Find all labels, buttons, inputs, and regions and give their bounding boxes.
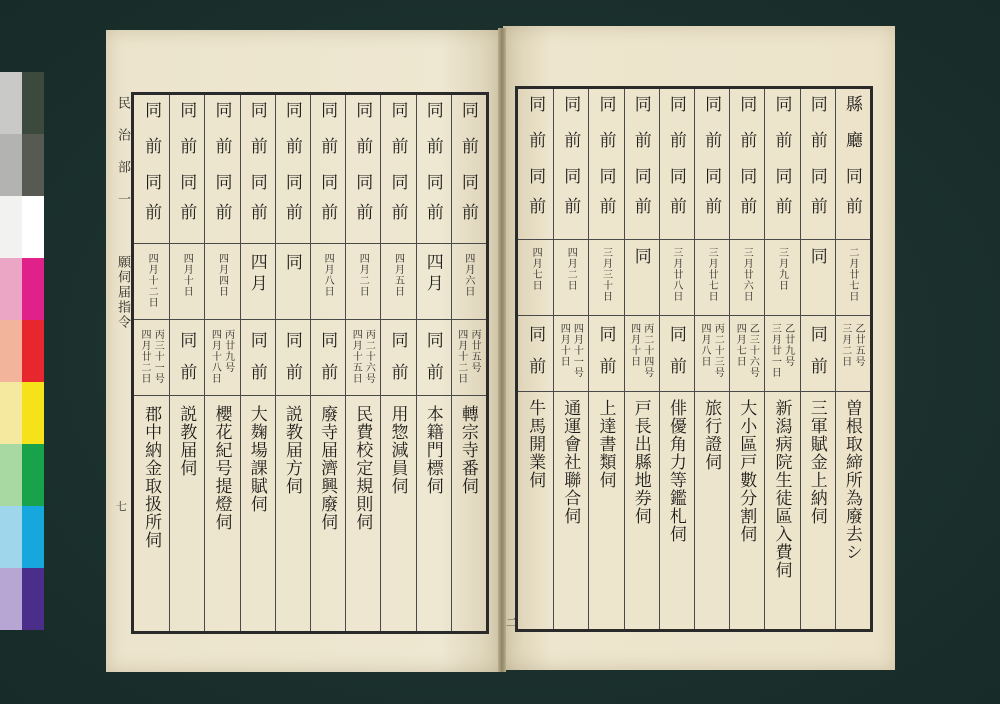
entry-office: 縣	[841, 95, 862, 116]
register-column	[553, 89, 589, 629]
right-register-table	[515, 86, 873, 632]
entry-office: 同	[352, 101, 373, 122]
entry-office-2: 前	[281, 137, 302, 158]
entry-subject: 新潟病院生徒區入費伺	[771, 399, 792, 579]
entry-office-2: 前	[457, 137, 478, 158]
register-column	[835, 89, 870, 629]
entry-subject: 戸長出縣地券伺	[630, 399, 651, 525]
entry-date-reply: 四月八日	[699, 323, 710, 367]
entry-office: 同	[246, 101, 267, 122]
entry-recipient-2: 前	[595, 197, 616, 218]
entry-recipient-2: 前	[630, 197, 651, 218]
book-gutter	[498, 28, 506, 672]
register-column	[275, 95, 311, 631]
register-column	[134, 95, 170, 631]
entry-order-same: 同	[595, 325, 616, 346]
entry-order-same: 同	[281, 331, 302, 352]
entry-recipient: 同	[806, 167, 827, 188]
entry-order-same: 同	[422, 331, 443, 352]
entry-date-submitted: 四月八日	[322, 253, 334, 297]
entry-recipient: 同	[211, 173, 232, 194]
entry-date-submitted: 同	[281, 253, 302, 274]
entry-order-same: 同	[806, 325, 827, 346]
entry-office: 同	[525, 95, 546, 116]
entry-order-number: 丙二十六号	[363, 329, 375, 384]
entry-order-same-2: 前	[595, 357, 616, 378]
entry-date-submitted: 四月二日	[357, 253, 369, 297]
entry-order-same: 同	[317, 331, 338, 352]
folio-right: 二	[506, 616, 517, 629]
register-column	[451, 95, 486, 631]
entry-subject: 轉宗寺番伺	[457, 405, 478, 495]
entry-order-same-2: 前	[176, 363, 197, 384]
entry-recipient-2: 前	[841, 197, 862, 218]
entry-recipient-2: 前	[771, 197, 792, 218]
entry-office: 同	[141, 101, 162, 122]
register-column	[588, 89, 624, 629]
entry-recipient-2: 前	[457, 203, 478, 224]
entry-recipient: 同	[525, 167, 546, 188]
entry-order-same-2: 前	[281, 363, 302, 384]
entry-recipient: 同	[457, 173, 478, 194]
entry-office: 同	[806, 95, 827, 116]
entry-office-2: 廳	[841, 131, 862, 152]
entry-date-reply: 四月十五日	[350, 329, 362, 384]
entry-date-reply: 四月十八日	[209, 329, 221, 384]
entry-recipient: 同	[736, 167, 757, 188]
entry-recipient-2: 前	[141, 203, 162, 224]
entry-recipient-2: 前	[665, 197, 686, 218]
register-column	[764, 89, 800, 629]
entry-subject: 旅行證伺	[701, 399, 722, 471]
entry-order-same-2: 前	[246, 363, 267, 384]
entry-recipient-2: 前	[525, 197, 546, 218]
register-column	[240, 95, 276, 631]
register-column	[310, 95, 346, 631]
margin-title	[112, 96, 132, 330]
entry-subject: 櫻花紀号提燈伺	[211, 405, 232, 531]
entry-subject: 民費校定規則伺	[352, 405, 373, 531]
entry-date-submitted: 四月十日	[181, 253, 193, 297]
entry-order-number: 乙廿五号	[852, 323, 864, 367]
entry-recipient: 同	[317, 173, 338, 194]
entry-recipient: 同	[630, 167, 651, 188]
register-column	[624, 89, 660, 629]
entry-recipient: 同	[841, 167, 862, 188]
folio-left: 七	[116, 500, 127, 513]
entry-order-number: 丙二十四号	[641, 323, 653, 378]
entry-recipient: 同	[387, 173, 408, 194]
entry-date-submitted: 四月十二日	[146, 253, 158, 308]
register-column	[800, 89, 836, 629]
register-column	[694, 89, 730, 629]
entry-office-2: 前	[525, 131, 546, 152]
entry-recipient-2: 前	[387, 203, 408, 224]
entry-order-same-2: 前	[806, 357, 827, 378]
entry-date-reply: 三月二日	[839, 323, 851, 367]
entry-recipient-2: 前	[352, 203, 373, 224]
register-column	[659, 89, 695, 629]
entry-date-submitted: 四月	[246, 253, 267, 295]
entry-recipient-2: 前	[211, 203, 232, 224]
register-column	[169, 95, 205, 631]
entry-date-submitted: 三月三十日	[600, 247, 612, 302]
entry-order-same: 同	[387, 331, 408, 352]
entry-recipient: 同	[595, 167, 616, 188]
entry-subject: 説教届伺	[176, 405, 197, 477]
entry-office: 同	[317, 101, 338, 122]
entry-date-submitted: 三月廿六日	[741, 247, 753, 302]
entry-date-submitted: 四月	[422, 253, 443, 295]
entry-office: 同	[422, 101, 443, 122]
entry-office: 同	[211, 101, 232, 122]
entry-recipient-2: 前	[176, 203, 197, 224]
entry-office: 同	[387, 101, 408, 122]
entry-order-number: 乙廿九号	[782, 323, 794, 367]
register-column	[729, 89, 765, 629]
entry-order-same-2: 前	[665, 357, 686, 378]
entry-subject: 上達書類伺	[595, 399, 616, 489]
entry-subject: 本籍門標伺	[422, 405, 443, 495]
entry-recipient-2: 前	[281, 203, 302, 224]
entry-recipient-2: 前	[560, 197, 581, 218]
entry-order-number: 乙三十六号	[747, 323, 759, 378]
entry-recipient-2: 前	[317, 203, 338, 224]
entry-date-reply: 四月十日	[558, 323, 570, 367]
entry-subject: 牛馬開業伺	[525, 399, 546, 489]
entry-office: 同	[457, 101, 478, 122]
entry-recipient: 同	[701, 167, 722, 188]
entry-office-2: 前	[352, 137, 373, 158]
entry-office: 同	[701, 95, 722, 116]
entry-date-submitted: 四月七日	[530, 247, 542, 291]
entry-office-2: 前	[211, 137, 232, 158]
entry-recipient-2: 前	[422, 203, 443, 224]
entry-subject: 大麹場課賦伺	[246, 405, 267, 513]
entry-recipient: 同	[176, 173, 197, 194]
entry-order-same-2: 前	[422, 363, 443, 384]
register-column	[416, 95, 452, 631]
entry-recipient: 同	[665, 167, 686, 188]
entry-office-2: 前	[595, 131, 616, 152]
entry-subject: 通運會社聯合伺	[560, 399, 581, 525]
entry-office: 同	[771, 95, 792, 116]
entry-office-2: 前	[701, 131, 722, 152]
entry-order-number: 丙三十一号	[152, 329, 164, 384]
entry-order-same-2: 前	[317, 363, 338, 384]
entry-date-submitted: 四月五日	[392, 253, 404, 297]
entry-order-same: 同	[525, 325, 546, 346]
entry-office: 同	[281, 101, 302, 122]
entry-recipient: 同	[560, 167, 581, 188]
entry-office: 同	[176, 101, 197, 122]
entry-order-same: 同	[176, 331, 197, 352]
entry-subject: 廢寺届濟興廢伺	[317, 405, 338, 531]
entry-order-same: 同	[246, 331, 267, 352]
entry-date-reply: 四月廿二日	[139, 329, 150, 384]
entry-recipient: 同	[281, 173, 302, 194]
entry-subject: 三軍賦金上納伺	[806, 399, 827, 525]
entry-recipient-2: 前	[806, 197, 827, 218]
entry-subject: 曽根取締所為廢去シ	[841, 399, 862, 561]
entry-office: 同	[630, 95, 651, 116]
register-column	[518, 89, 554, 629]
left-register-table	[131, 92, 489, 634]
entry-subject: 大小區戸數分割伺	[736, 399, 757, 543]
section-subtitle: 願伺届指令	[115, 255, 130, 330]
entry-subject: 俳優角力等鑑札伺	[665, 399, 686, 543]
entry-office-2: 前	[317, 137, 338, 158]
entry-date-submitted: 二月廿七日	[846, 247, 858, 302]
entry-office: 同	[665, 95, 686, 116]
entry-office-2: 前	[806, 131, 827, 152]
entry-subject: 説教届方伺	[281, 405, 302, 495]
entry-order-number: 丙廿九号	[222, 329, 234, 373]
entry-recipient: 同	[771, 167, 792, 188]
entry-office-2: 前	[246, 137, 267, 158]
entry-order-same-2: 前	[525, 357, 546, 378]
entry-date-reply: 四月十日	[628, 323, 640, 367]
entry-date-submitted: 四月二日	[565, 247, 577, 291]
section-title: 民 治 部 一	[115, 96, 130, 207]
register-column	[345, 95, 381, 631]
entry-date-reply: 三月廿一日	[769, 323, 781, 378]
entry-subject: 郡中納金取扱所伺	[141, 405, 162, 549]
entry-recipient: 同	[422, 173, 443, 194]
entry-subject: 用惣減員伺	[387, 405, 408, 495]
entry-office: 同	[595, 95, 616, 116]
entry-office-2: 前	[771, 131, 792, 152]
entry-office-2: 前	[736, 131, 757, 152]
entry-order-number: 丙廿五号	[468, 329, 480, 373]
entry-office-2: 前	[560, 131, 581, 152]
entry-office-2: 前	[387, 137, 408, 158]
entry-order-same-2: 前	[387, 363, 408, 384]
entry-office-2: 前	[665, 131, 686, 152]
entry-date-reply: 四月七日	[734, 323, 746, 367]
register-column	[204, 95, 240, 631]
entry-date-submitted: 同	[630, 247, 651, 268]
entry-office-2: 前	[141, 137, 162, 158]
entry-office-2: 前	[630, 131, 651, 152]
entry-office: 同	[736, 95, 757, 116]
entry-order-same: 同	[665, 325, 686, 346]
entry-recipient: 同	[141, 173, 162, 194]
entry-recipient-2: 前	[246, 203, 267, 224]
entry-office-2: 前	[422, 137, 443, 158]
entry-office: 同	[560, 95, 581, 116]
entry-date-submitted: 四月六日	[462, 253, 474, 297]
entry-recipient-2: 前	[701, 197, 722, 218]
register-column	[380, 95, 416, 631]
entry-recipient-2: 前	[736, 197, 757, 218]
color-checker	[0, 72, 44, 634]
entry-office-2: 前	[176, 137, 197, 158]
entry-order-number: 丙二十三号	[712, 323, 724, 378]
entry-date-submitted: 三月廿七日	[706, 247, 718, 302]
entry-recipient: 同	[352, 173, 373, 194]
entry-date-submitted: 四月四日	[216, 253, 228, 297]
entry-date-submitted: 三月九日	[776, 247, 788, 291]
entry-order-number: 四月十一号	[571, 323, 583, 378]
entry-date-reply: 四月十二日	[455, 329, 467, 384]
entry-date-submitted: 同	[806, 247, 827, 268]
entry-recipient: 同	[246, 173, 267, 194]
entry-date-submitted: 三月廿八日	[670, 247, 682, 302]
